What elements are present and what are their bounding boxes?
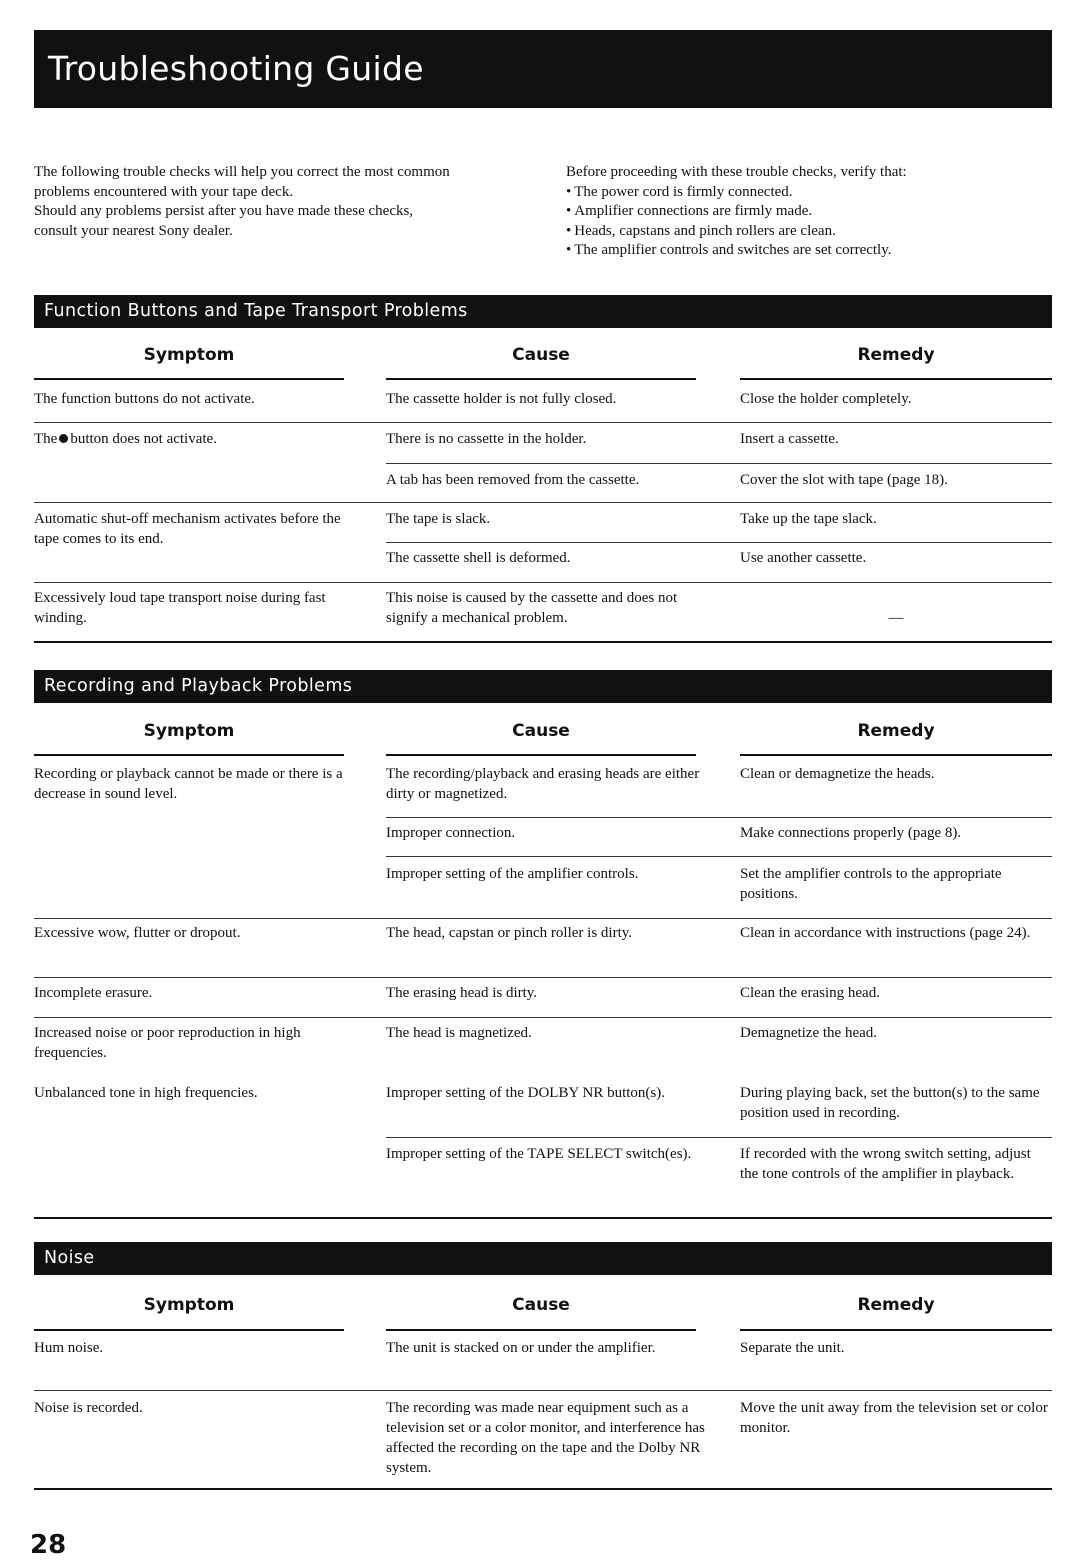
- page-number: 28: [30, 1530, 67, 1560]
- section-end-rule: [34, 641, 1052, 643]
- row-divider: [34, 918, 1052, 919]
- table-cell-cause: The head is magnetized.: [386, 1025, 532, 1041]
- checklist-item: • The power cord is firmly connected.: [566, 183, 1052, 203]
- table-cell-symptom: Recording or playback cannot be made or there is a decrease in sound level.: [34, 766, 343, 802]
- table-cell-remedy: Clean the erasing head.: [740, 985, 880, 1001]
- header-rule: [740, 754, 1052, 756]
- table-cell-remedy: During playing back, set the button(s) to the same position used in recording.: [740, 1085, 1040, 1121]
- row-divider: [34, 1017, 1052, 1018]
- header-rule: [34, 378, 344, 380]
- checklist-item: • Heads, capstans and pinch rollers are clean.: [566, 222, 1052, 242]
- row-divider: [386, 856, 1052, 857]
- table-cell-cause: The cassette shell is deformed.: [386, 550, 571, 566]
- table-cell-cause: Improper setting of the DOLBY NR button(s).: [386, 1085, 665, 1101]
- table-cell-remedy: Use another cassette.: [740, 550, 867, 566]
- page-title-bar: [34, 30, 1052, 108]
- column-header-symptom: Symptom: [143, 345, 235, 365]
- table-cell-remedy: Close the holder completely.: [740, 391, 912, 407]
- checklist-item: • The amplifier controls and switches are set correctly.: [566, 241, 1052, 261]
- table-cell-cause: Improper setting of the TAPE SELECT switch(es).: [386, 1146, 692, 1162]
- table-cell-symptom: Automatic shut-off mechanism activates before the tape comes to its end.: [34, 511, 341, 547]
- intro-left: [34, 163, 534, 241]
- table-cell-remedy: Clean or demagnetize the heads.: [740, 766, 935, 782]
- intro-checklist-heading: Before proceeding with these trouble checks, verify that:: [566, 164, 907, 180]
- table-cell-remedy: Make connections properly (page 8).: [740, 825, 962, 841]
- table-cell-remedy: Move the unit away from the television set or color monitor.: [740, 1400, 1048, 1436]
- table-cell-symptom: Excessive wow, flutter or dropout.: [34, 925, 241, 941]
- column-header-cause: Cause: [512, 721, 570, 741]
- row-divider: [34, 422, 1052, 423]
- table-cell-symptom: Incomplete erasure.: [34, 985, 153, 1001]
- table-cell-symptom: Unbalanced tone in high frequencies.: [34, 1085, 258, 1101]
- table-cell-remedy: Set the amplifier controls to the appropriate positions.: [740, 866, 1002, 902]
- section-end-rule: [34, 1217, 1052, 1219]
- column-header-remedy: Remedy: [857, 721, 935, 741]
- record-button-icon: [59, 434, 68, 443]
- row-divider: [34, 977, 1052, 978]
- column-header-cause: Cause: [512, 1295, 570, 1315]
- column-header-cause: Cause: [512, 345, 570, 365]
- row-divider: [34, 582, 1052, 583]
- table-cell-remedy: —: [888, 610, 904, 626]
- table-cell-cause: The erasing head is dirty.: [386, 985, 538, 1001]
- row-divider: [386, 817, 1052, 818]
- table-cell-cause: There is no cassette in the holder.: [386, 431, 587, 447]
- table-cell-remedy: Demagnetize the head.: [740, 1025, 878, 1041]
- header-rule: [386, 754, 696, 756]
- table-cell-remedy: If recorded with the wrong switch setting, adjust the tone controls of the amplifier in playback.: [740, 1146, 1031, 1182]
- table-cell-cause: A tab has been removed from the cassette.: [386, 472, 640, 488]
- table-cell-cause: Improper setting of the amplifier controls.: [386, 866, 639, 882]
- intro-line: Should any problems persist after you have made these checks,: [34, 203, 414, 219]
- section-end-rule: [34, 1488, 1052, 1490]
- header-rule: [34, 754, 344, 756]
- header-rule: [740, 1329, 1052, 1331]
- table-cell-symptom: The function buttons do not activate.: [34, 391, 255, 407]
- table-cell-remedy: Separate the unit.: [740, 1340, 845, 1356]
- table-cell-cause: The head, capstan or pinch roller is dirty.: [386, 925, 633, 941]
- header-rule: [386, 1329, 696, 1331]
- intro-line: consult your nearest Sony dealer.: [34, 222, 233, 239]
- row-divider: [34, 1390, 1052, 1391]
- table-cell-cause: The unit is stacked on or under the amplifier.: [386, 1340, 656, 1356]
- table-cell-cause: Improper connection.: [386, 825, 516, 841]
- table-cell-cause: The tape is slack.: [386, 511, 491, 527]
- table-cell-symptom: Increased noise or poor reproduction in high frequencies.: [34, 1025, 301, 1061]
- row-divider: [34, 502, 1052, 503]
- table-cell-symptom: Excessively loud tape transport noise during fast winding.: [34, 590, 326, 626]
- row-divider: [386, 463, 1052, 464]
- section-title: Function Buttons and Tape Transport Problems: [44, 301, 468, 321]
- table-cell-remedy: Take up the tape slack.: [740, 511, 877, 527]
- symptom-text: The: [34, 431, 58, 447]
- intro-right: [566, 163, 1052, 261]
- row-divider: [386, 542, 1052, 543]
- column-header-symptom: Symptom: [143, 721, 235, 741]
- intro-line: problems encountered with your tape deck.: [34, 183, 294, 200]
- header-rule: [386, 378, 696, 380]
- section-bar-noise: [34, 1242, 1052, 1275]
- column-header-remedy: Remedy: [857, 345, 935, 365]
- column-header-symptom: Symptom: [143, 1295, 235, 1315]
- table-cell-symptom: Hum noise.: [34, 1340, 104, 1356]
- table-cell-remedy: Clean in accordance with instructions (page 24).: [740, 925, 1031, 941]
- table-cell-symptom: [34, 429, 354, 449]
- table-cell-remedy: Cover the slot with tape (page 18).: [740, 472, 948, 488]
- section-bar-recording-playback: [34, 670, 1052, 703]
- header-rule: [34, 1329, 344, 1331]
- intro-line: The following trouble checks will help you correct the most common: [34, 164, 450, 180]
- section-title: Noise: [44, 1248, 95, 1268]
- page-title: Troubleshooting Guide: [48, 49, 424, 88]
- header-rule: [740, 378, 1052, 380]
- section-title: Recording and Playback Problems: [44, 676, 353, 696]
- table-cell-cause: The recording was made near equipment such as a television set or a color monitor, and interference has affected the recording on the tape and the Dolby NR system.: [386, 1400, 705, 1476]
- table-cell-cause: The cassette holder is not fully closed.: [386, 391, 617, 407]
- symptom-text: button does not activate.: [70, 431, 217, 447]
- table-cell-symptom: Noise is recorded.: [34, 1400, 143, 1416]
- section-bar-function-buttons: [34, 295, 1052, 328]
- table-cell-cause: The recording/playback and erasing heads are either dirty or magnetized.: [386, 766, 700, 802]
- column-header-remedy: Remedy: [857, 1295, 935, 1315]
- table-cell-remedy: Insert a cassette.: [740, 431, 839, 447]
- checklist-item: • Amplifier connections are firmly made.: [566, 202, 1052, 222]
- table-cell-cause: This noise is caused by the cassette and does not signify a mechanical problem.: [386, 590, 678, 626]
- row-divider: [386, 1137, 1052, 1138]
- intro-checklist: [566, 183, 1052, 261]
